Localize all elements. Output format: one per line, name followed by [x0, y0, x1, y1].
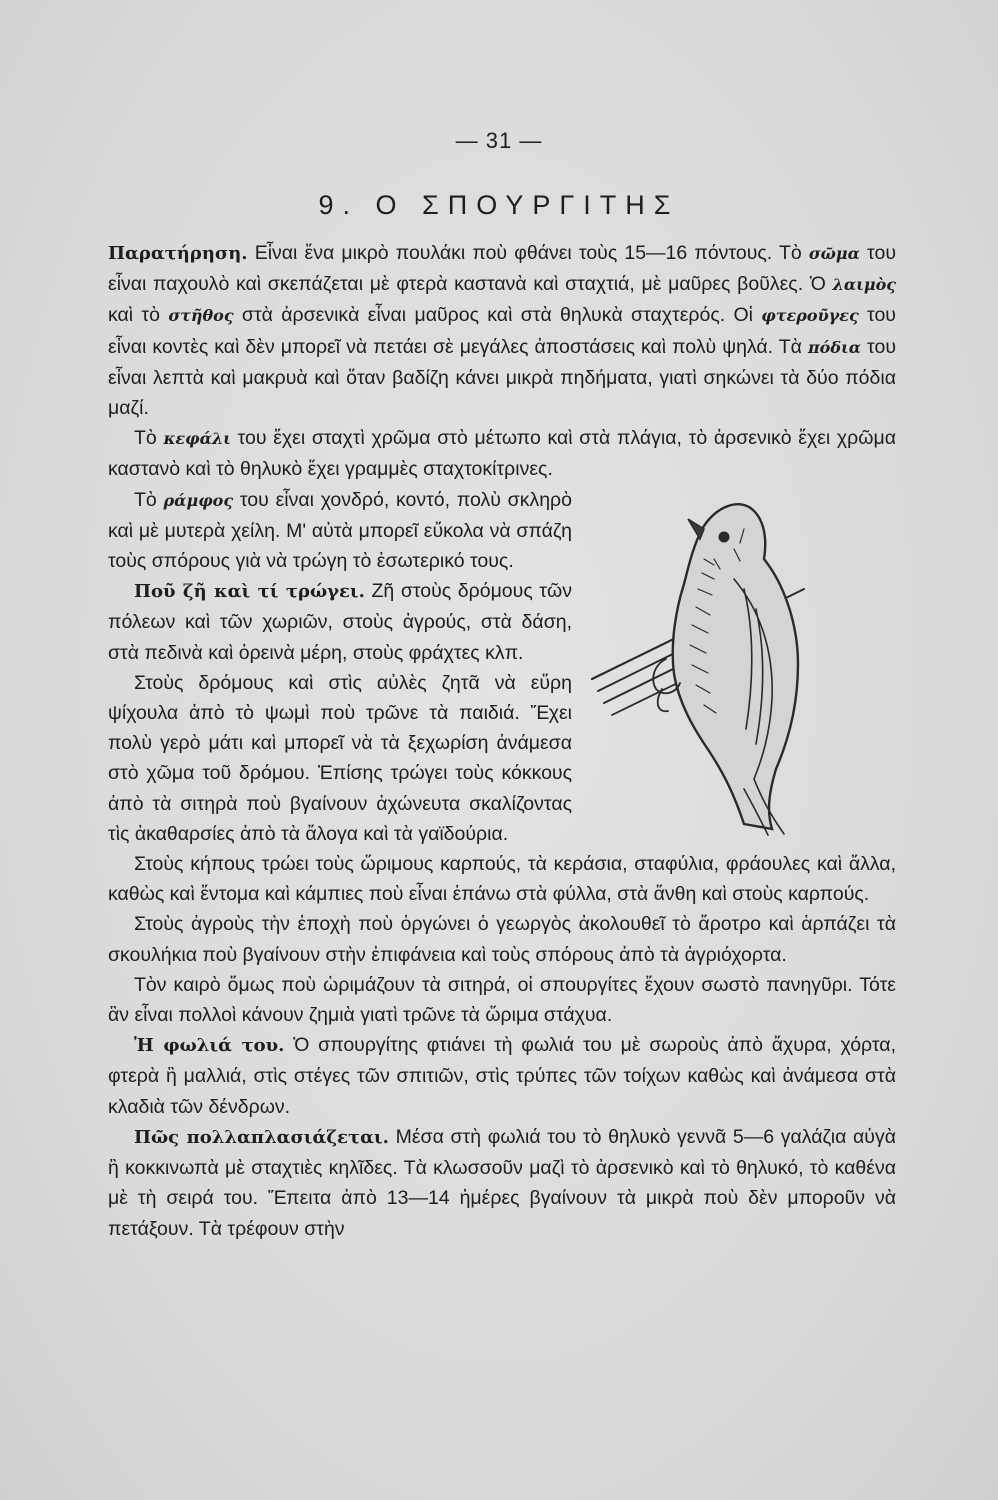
text-segment: Εἶναι ἕνα μικρὸ πουλάκι ποὺ φθάνει τοὺς 15—16 πόντους. Τὸ — [247, 242, 809, 264]
text-segment: του εἶναι λεπτὰ καὶ μακρυὰ καὶ ὅταν βαδίζη κάνει μικρὰ πηδήματα, γιατὶ σηκώνει τὰ δύο πόδια μαζί. — [108, 335, 896, 420]
sparrow-drawing — [584, 489, 914, 844]
paragraph-reproduction — [108, 1122, 896, 1244]
term-beak: ράμφος — [163, 490, 234, 510]
page-number: — 31 — — [455, 128, 543, 153]
sparrow-eye — [719, 532, 729, 542]
paragraph-gardens: Στοὺς κήπους τρώει τοὺς ὥριμους καρπούς, τὰ κεράσια, σταφύλια, φράουλες καὶ ἄλλα, καθὼς καὶ ἔντομα καὶ κάμπιες ποὺ εἶναι ἐπάνω στὰ φύλλα, στὰ ἄνθη καὶ στοὺς καρπούς. — [108, 853, 896, 906]
paragraph-head — [108, 423, 896, 484]
text-segment: Ζῆ στοὺς δρόμους τῶν πόλεων καὶ τῶν χωριῶν, στοὺς ἀγρούς, στὰ δάση, στὰ πεδινὰ καὶ ὀρεινὰ μέρη, στοὺς φράχτες κλπ. — [108, 580, 572, 664]
text-segment: Τὸ — [134, 427, 164, 450]
text-segment: του εἶναι παχουλὸ καὶ σκεπάζεται μὲ φτερὰ καστανὰ καὶ σταχτιά, μὲ μαῦρες βοῦλες. Ὁ — [108, 242, 896, 296]
body-text — [108, 238, 896, 1244]
term-head: κεφάλι — [163, 429, 231, 449]
text-segment: στὰ ἀρσενικὰ εἶναι μαῦρος καὶ στὰ θηλυκὰ σταχτερός. Οἱ — [233, 304, 762, 327]
term-chest: στῆθος — [168, 306, 234, 326]
paragraph-streets: Στοὺς δρόμους καὶ στὶς αὐλὲς ζητᾶ νὰ εὕρη ψίχουλα ἀπὸ τὸ ψωμὶ ποὺ τρῶνε τὰ παιδιά. Ἔχει πολὺ γερὸ μάτι καὶ μπορεῖ νὰ τὰ ξεχωρίση ἀνάμεσα στὸ χῶμα τοῦ δρόμου. Ἐπίσης τρώγει τοὺς κόκκους ἀπὸ τὰ σιτηρὰ ποὺ βγαίνουν ἀχώνευτα σκαλίζοντας τὶς ἀκαθαρσίες ἀπὸ τὰ ἄλογα καὶ τὰ γαϊδούρια. — [108, 671, 572, 845]
term-body: σῶμα — [808, 244, 860, 263]
text-segment: του εἶναι χονδρό, κοντό, πολὺ σκληρὸ καὶ μὲ μυτερὰ χείλη. Μ' αὐτὰ μπορεῖ εὔκολα νὰ σπάζη τοὺς σπόρους γιὰ νὰ τρώγη τὸ ἐσωτερικό τους. — [108, 488, 572, 573]
paragraph-observation — [108, 238, 896, 423]
paragraph-nest — [108, 1030, 896, 1122]
text-segment: Ὁ σπουργίτης φτιάνει τὴ φωλιά του μὲ σωροὺς ἀπὸ ἄχυρα, χόρτα, φτερὰ ἢ μαλλιά, στὶς στέγες τῶν σπιτιῶν, στὶς τρύπες τῶν τοίχων καθὼς καὶ ἀνάμεσα στὰ κλαδιὰ τῶν δένδρων. — [108, 1034, 896, 1118]
sparrow-illustration — [584, 489, 914, 844]
section-heading-observation: Παρατήρηση. — [108, 243, 248, 264]
paragraph-fields: Στοὺς ἀγροὺς τὴν ἐποχὴ ποὺ ὀργώνει ὁ γεωργὸς ἀκολουθεῖ τὸ ἄροτρο καὶ ἁρπάζει τὰ σκουλήκια ποὺ βγαίνουν στὴν ἐπιφάνεια καὶ τοὺς σπόρους ἀπὸ τὰ ἀγριόχορτα. — [108, 913, 896, 966]
text-segment: του εἶναι κοντὲς καὶ δὲν μπορεῖ νὰ πετάει σὲ μεγάλες ἀποστάσεις καὶ πολὺ ψηλά. Τὰ — [108, 304, 896, 358]
section-heading-nest: Ἡ φωλιά του. — [134, 1035, 285, 1057]
term-legs: πόδια — [807, 337, 862, 357]
section-heading-reproduction: Πῶς πολλαπλασιάζεται. — [134, 1126, 389, 1148]
text-segment: καὶ τὸ — [108, 304, 169, 327]
text-segment: Τὸ — [134, 488, 164, 511]
chapter-title: 9. Ο ΣΠΟΥΡΓΙΤΗΣ — [318, 190, 680, 220]
text-segment: Μέσα στὴ φωλιά του τὸ θηλυκὸ γεννᾶ 5—6 γαλάζια αὐγὰ ἢ κοκκινωπὰ μὲ σταχτιὲς κηλῖδες. Τὰ κλωσσοῦν μαζὶ τὸ ἀρσενικὸ καὶ τὸ θηλυκό, τὸ καθένα μὲ τὴ σειρά του. Ἔπειτα ἀπὸ 13—14 ἡμέρες βγαίνουν τὰ μικρὰ ποὺ δὲν μποροῦν νὰ πετάξουν. Τὰ τρέφουν στὴν — [108, 1125, 896, 1240]
section-heading-habitat: Ποῦ ζῆ καὶ τί τρώγει. — [134, 581, 365, 603]
paragraph-harvest: Τὸν καιρὸ ὅμως ποὺ ὡριμάζουν τὰ σιτηρά, οἱ σπουργίτες ἔχουν σωστὸ πανηγῦρι. Τότε ἂν εἶναι πολλοὶ κάνουν ζημιὰ γιατὶ τρῶνε τὰ ὥριμα στάχυα. — [108, 973, 896, 1027]
term-throat: λαιμὸς — [832, 275, 896, 295]
sparrow-beak — [688, 519, 704, 539]
text-segment: του ἔχει σταχτὶ χρῶμα στὸ μέτωπο καὶ στὰ πλάγια, τὸ ἀρσενικὸ ἔχει χρῶμα καστανὸ καὶ τὸ θηλυκὸ ἔχει γραμμὲς σταχτοκίτρινες. — [108, 427, 896, 481]
term-wings: φτεροῦγες — [761, 306, 859, 326]
